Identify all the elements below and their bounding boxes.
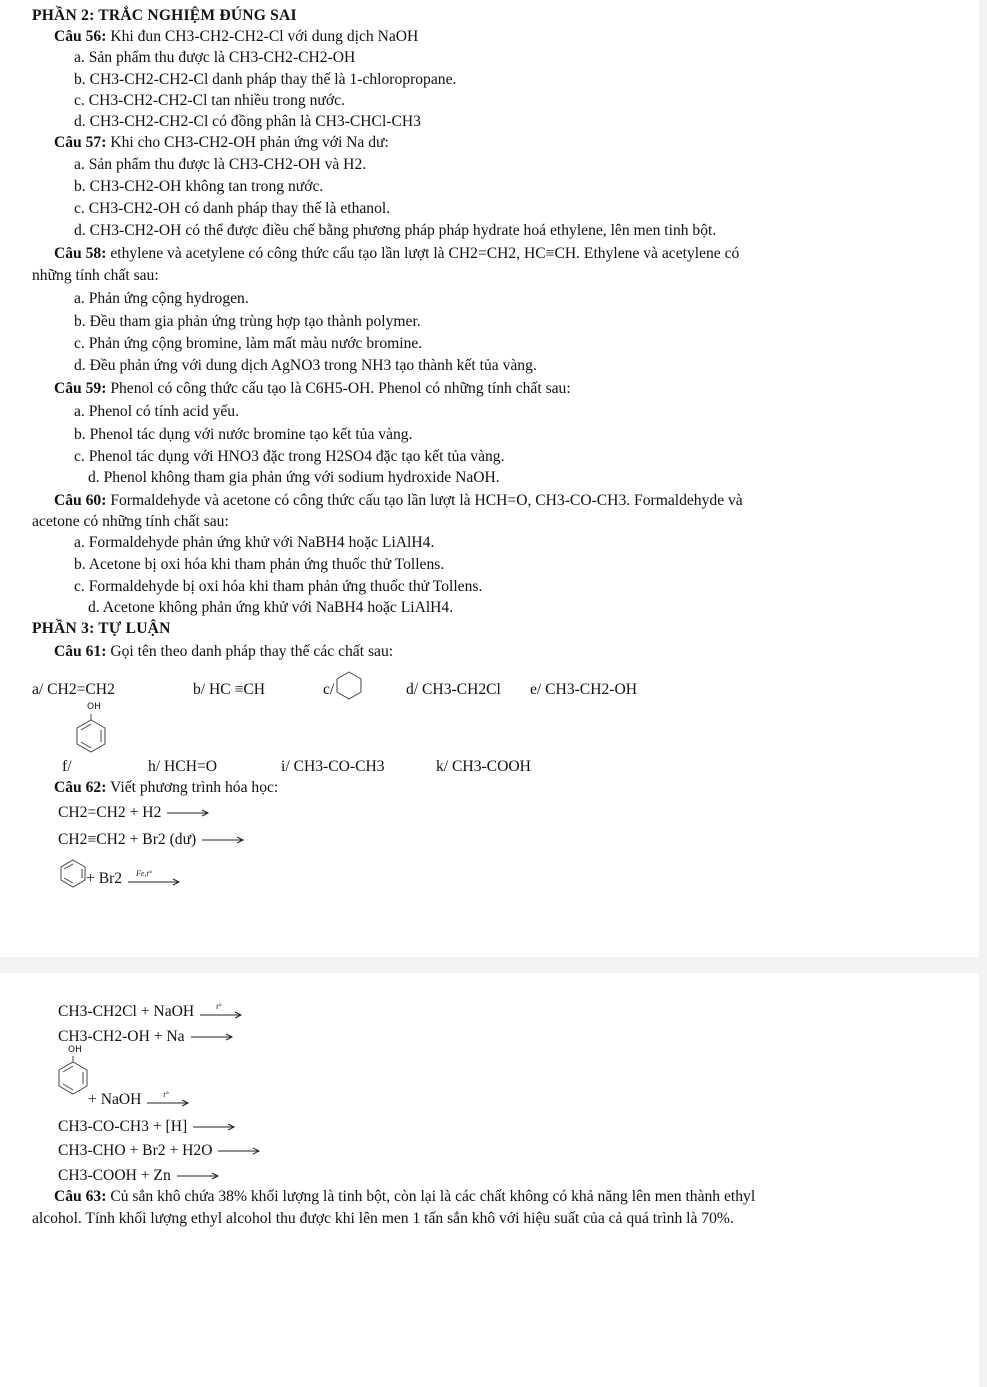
q56-option-c: c. CH3-CH2-CH2-Cl tan nhiều trong nước. bbox=[74, 92, 345, 109]
q61-item-a: a/ CH2=CH2 bbox=[32, 681, 115, 698]
q58-label: Câu 58: bbox=[54, 245, 107, 262]
q59-label: Câu 59: bbox=[54, 380, 107, 397]
arrow-icon bbox=[189, 1032, 235, 1042]
q61-text: Gọi tên theo danh pháp thay thế các chất sau: bbox=[106, 643, 394, 660]
phenol-ring-icon bbox=[74, 714, 108, 754]
q62-reaction-1 bbox=[58, 803, 211, 823]
q62-r8-text: CH3-CHO + Br2 + H2O bbox=[58, 1142, 213, 1159]
q62-reaction-5 bbox=[58, 1027, 235, 1047]
cyclohexane-ring-icon bbox=[334, 670, 364, 700]
q62-r1-text: CH2=CH2 + H2 bbox=[58, 804, 162, 821]
q56-option-b: b. CH3-CH2-CH2-Cl danh pháp thay thế là 1-chloropropane. bbox=[74, 71, 457, 88]
q56-text: Khi đun CH3-CH2-CH2-Cl với dung dịch NaOH bbox=[106, 28, 419, 45]
q56-label: Câu 56: bbox=[54, 28, 107, 45]
q62-reaction-8 bbox=[58, 1141, 262, 1161]
arrow-icon bbox=[165, 808, 211, 818]
q59-option-b: b. Phenol tác dụng với nước bromine tạo kết tủa vàng. bbox=[74, 426, 413, 443]
q59-text: Phenol có công thức cấu tạo là C6H5-OH. Phenol có những tính chất sau: bbox=[106, 380, 571, 397]
q62-r4-arrow bbox=[198, 1002, 244, 1018]
arrow-icon bbox=[175, 1171, 221, 1181]
q62-reaction-3 bbox=[86, 869, 182, 889]
q61-item-i: i/ CH3-CO-CH3 bbox=[281, 758, 385, 775]
q61-item-d: d/ CH3-CH2Cl bbox=[406, 681, 501, 698]
q58-option-b: b. Đều tham gia phản ứng trùng hợp tạo thành polymer. bbox=[74, 313, 421, 330]
arrow-icon bbox=[200, 835, 246, 845]
q63-stem bbox=[54, 1187, 755, 1207]
phenol-ring-icon bbox=[56, 1056, 90, 1096]
phenol-oh-label: OH bbox=[68, 1045, 82, 1055]
part2-header: PHẦN 2: TRẮC NGHIỆM ĐÚNG SAI bbox=[32, 7, 297, 24]
q62-r9-text: CH3-COOH + Zn bbox=[58, 1167, 171, 1184]
q59-option-a: a. Phenol có tính acid yếu. bbox=[74, 403, 239, 420]
q62-r2-text: CH2≡CH2 + Br2 (dư) bbox=[58, 831, 197, 848]
q62-r6-text: + NaOH bbox=[88, 1091, 142, 1108]
q57-stem bbox=[54, 133, 389, 153]
q56-stem bbox=[54, 27, 418, 47]
q62-reaction-9 bbox=[58, 1166, 221, 1186]
q57-option-b: b. CH3-CH2-OH không tan trong nước. bbox=[74, 178, 324, 195]
q57-option-c: c. CH3-CH2-OH có danh pháp thay thế là ethanol. bbox=[74, 200, 391, 217]
q60-label: Câu 60: bbox=[54, 492, 107, 509]
q57-label: Câu 57: bbox=[54, 134, 107, 151]
q60-option-c: c. Formaldehyde bị oxi hóa khi tham phản ứng thuốc thử Tollens. bbox=[74, 578, 483, 595]
q58-option-c: c. Phản ứng cộng bromine, làm mất màu nước bromine. bbox=[74, 335, 423, 352]
q60-option-a: a. Formaldehyde phản ứng khử với NaBH4 hoặc LiAlH4. bbox=[74, 534, 435, 551]
q62-r6-condition: t° bbox=[163, 1090, 169, 1100]
q57-text: Khi cho CH3-CH2-OH phản ứng với Na dư: bbox=[106, 134, 389, 151]
q61-item-c: c/ bbox=[323, 681, 335, 698]
q57-option-d: d. CH3-CH2-OH có thể được điều chế bằng phương pháp pháp hydrate hoá ethylene, lên men tinh bột. bbox=[74, 222, 717, 239]
q61-item-k: k/ CH3-COOH bbox=[436, 758, 531, 775]
arrow-icon bbox=[126, 875, 182, 887]
q61-item-h: h/ HCH=O bbox=[148, 758, 218, 775]
q57-option-a: a. Sản phẩm thu được là CH3-CH2-OH và H2. bbox=[74, 156, 367, 173]
part3-header: PHẦN 3: TỰ LUẬN bbox=[32, 620, 171, 637]
q62-r5-text: CH3-CH2-OH + Na bbox=[58, 1028, 185, 1045]
q59-option-c: c. Phenol tác dụng với HNO3 đặc trong H2SO4 đặc tạo kết tủa vàng. bbox=[74, 448, 505, 465]
q61-stem bbox=[54, 642, 393, 662]
arrow-icon bbox=[191, 1122, 237, 1132]
arrow-icon bbox=[216, 1146, 262, 1156]
q63-stem-cont: alcohol. Tính khối lượng ethyl alcohol thu được khi lên men 1 tấn sắn khô với hiệu suất của cả quá trình là 70%. bbox=[32, 1210, 734, 1227]
q63-label: Câu 63: bbox=[54, 1188, 107, 1205]
q60-text: Formaldehyde và acetone có công thức cấu tạo lần lượt là HCH=O, CH3-CO-CH3. Formaldehyde và bbox=[106, 492, 743, 509]
phenol-oh-label: OH bbox=[87, 702, 101, 712]
q60-stem bbox=[54, 491, 743, 511]
q62-reaction-4 bbox=[58, 1002, 244, 1022]
q62-label: Câu 62: bbox=[54, 779, 107, 796]
q56-option-a: a. Sản phẩm thu được là CH3-CH2-CH2-OH bbox=[74, 49, 356, 66]
q62-r4-condition: t° bbox=[216, 1002, 222, 1012]
page-bottom bbox=[0, 973, 979, 1387]
benzene-ring-icon bbox=[58, 858, 88, 888]
q62-r3-arrow bbox=[126, 869, 182, 885]
q58-stem bbox=[54, 244, 739, 264]
q62-r4-text: CH3-CH2Cl + NaOH bbox=[58, 1003, 195, 1020]
q60-option-d: d. Acetone không phản ứng khử với NaBH4 hoặc LiAlH4. bbox=[88, 599, 454, 616]
q58-stem-cont: những tính chất sau: bbox=[32, 267, 159, 284]
q62-reaction-2 bbox=[58, 830, 246, 850]
q63-text: Củ sắn khô chứa 38% khối lượng là tinh bột, còn lại là các chất không có khả năng lên men thành ethyl bbox=[106, 1188, 756, 1205]
q61-item-b: b/ HC ≡CH bbox=[193, 681, 266, 698]
q62-reaction-7 bbox=[58, 1117, 237, 1137]
q62-r3-text: + Br2 bbox=[86, 870, 123, 887]
q62-text: Viết phương trình hóa học: bbox=[106, 779, 279, 796]
q58-option-a: a. Phản ứng cộng hydrogen. bbox=[74, 290, 249, 307]
q62-r6-arrow bbox=[145, 1090, 191, 1106]
q56-option-d: d. CH3-CH2-CH2-Cl có đồng phân là CH3-CHCl-CH3 bbox=[74, 113, 421, 130]
q61-item-f: f/ bbox=[62, 758, 72, 775]
q60-stem-cont: acetone có những tính chất sau: bbox=[32, 513, 229, 530]
q58-option-d: d. Đều phản ứng với dung dịch AgNO3 trong NH3 tạo thành kết tủa vàng. bbox=[74, 357, 537, 374]
q60-option-b: b. Acetone bị oxi hóa khi tham phản ứng thuốc thử Tollens. bbox=[74, 556, 445, 573]
q62-reaction-6 bbox=[88, 1090, 191, 1110]
q58-text: ethylene và acetylene có công thức cấu tạo lần lượt là CH2=CH2, HC≡CH. Ethylene và acetylene có bbox=[106, 245, 740, 262]
q61-label: Câu 61: bbox=[54, 643, 107, 660]
q59-stem bbox=[54, 379, 571, 399]
q62-r3-condition: Fe,t° bbox=[136, 869, 152, 879]
q62-stem bbox=[54, 778, 278, 798]
q59-option-d: d. Phenol không tham gia phản ứng với sodium hydroxide NaOH. bbox=[88, 469, 500, 486]
q61-item-e: e/ CH3-CH2-OH bbox=[530, 681, 637, 698]
q62-r7-text: CH3-CO-CH3 + [H] bbox=[58, 1118, 188, 1135]
